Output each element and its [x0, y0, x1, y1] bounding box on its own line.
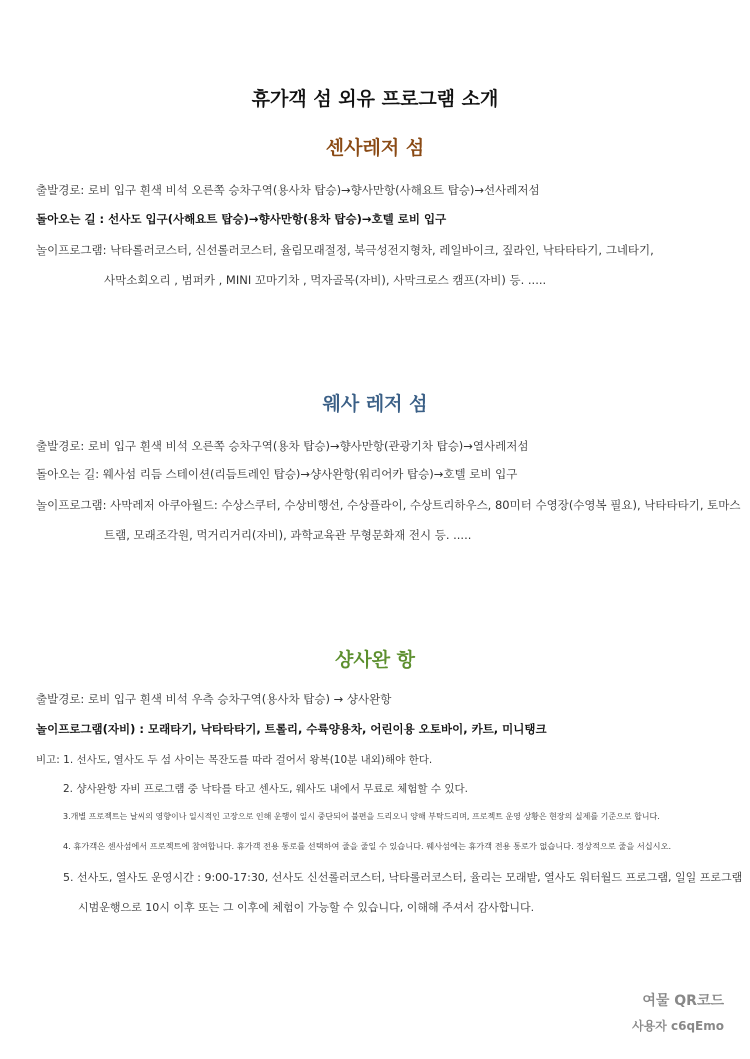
note-5: 5. 선사도, 열사도 운영시간 : 9:00-17:30, 선사도 신선롤러코스터, 낙타롤러코스터, 율리는 모래밭, 열사도 워터월드 프로그램, 일일 프로그램 — [63, 871, 743, 884]
note-3: 3.개별 프로젝트는 날씨의 영향이나 일시적인 고장으로 인해 운행이 일시 중단되어 불편을 드리오니 양해 부탁드리며, 프로젝트 운영 상황은 현장의 실제를 기준으로 합니다. — [63, 812, 660, 821]
sensa-programs: 놀이프로그램: 낙타롤러코스터, 신선롤러코스터, 율림모래절정, 북극성전지형차, 레일바이크, 짚라인, 낙타타타기, 그네타기, — [36, 243, 654, 257]
sensa-return-route: 돌아오는 길 : 선사도 입구(사해요트 탑승)→향사만항(용차 탑승)→호텔 로비 입구 — [36, 212, 447, 226]
note-4: 4. 휴가객은 센사섬에서 프로젝트에 참여합니다. 휴가객 전용 통로를 선택하여 줄을 줄일 수 있습니다. 웨사섬에는 휴가객 전용 통로가 없습니다. 정상적으로 줄을 서십시오. — [63, 841, 672, 851]
shangsawan-programs: 놀이프로그램(자비) : 모래타기, 낙타타타기, 트롤리, 수륙양용차, 어린이용 오토바이, 카트, 미니탱크 — [36, 722, 547, 736]
section-title-sensa: 센사레저 섬 — [325, 137, 425, 159]
page-title: 휴가객 섬 외유 프로그램 소개 — [251, 88, 499, 110]
shangsawan-departure-route: 출발경로: 로비 입구 흰색 비석 우측 승차구역(용사차 탑승) → 샹사완항 — [36, 692, 392, 706]
watermark-qr: 여물 QR코드 — [642, 993, 724, 1009]
note-2: 2. 샹사완항 자비 프로그램 중 낙타를 타고 센사도, 웨사도 내에서 무료로 체험할 수 있다. — [63, 783, 468, 795]
note-1: 비고: 1. 선사도, 열사도 두 섬 사이는 목잔도를 따라 걸어서 왕복(10분 내외)해야 한다. — [36, 754, 433, 766]
sensa-departure-route: 출발경로: 로비 입구 흰색 비석 오른쪽 승차구역(용사차 탑승)→향사만항(사해요트 탑승)→선사레저섬 — [36, 183, 540, 197]
watermark-user: 사용자 c6qEmo — [632, 1019, 724, 1033]
wesa-return-route: 돌아오는 길: 웨사섬 리듬 스테이션(리듬트레인 탑승)→샹사완항(워리어카 탑승)→호텔 로비 입구 — [36, 467, 518, 481]
section-title-shangsawan: 샹사완 항 — [334, 649, 416, 671]
wesa-programs-cont: 트램, 모래조각원, 먹거리거리(자비), 과학교육관 무형문화재 전시 등. ..... — [104, 528, 472, 542]
note-5-cont: 시범운행으로 10시 이후 또는 그 이후에 체험이 가능할 수 있습니다, 이해해 주셔서 감사합니다. — [78, 901, 535, 914]
sensa-programs-cont: 사막소회오리 , 범퍼카 , MINI 꼬마기차 , 먹자골목(자비), 사막크로스 캠프(자비) 등. ..... — [104, 273, 547, 287]
wesa-programs: 놀이프로그램: 사막레저 아쿠아월드: 수상스쿠터, 수상비행선, 수상플라이, 수상트리하우스, 80미터 수영장(수영복 필요), 낙타타타기, 토마스 — [36, 498, 741, 512]
section-title-wesa: 웨사 레저 섬 — [322, 393, 428, 415]
wesa-departure-route: 출발경로: 로비 입구 흰색 비석 오른쪽 승차구역(용차 탑승)→향사만항(관광기차 탑승)→열사레저섬 — [36, 439, 529, 453]
